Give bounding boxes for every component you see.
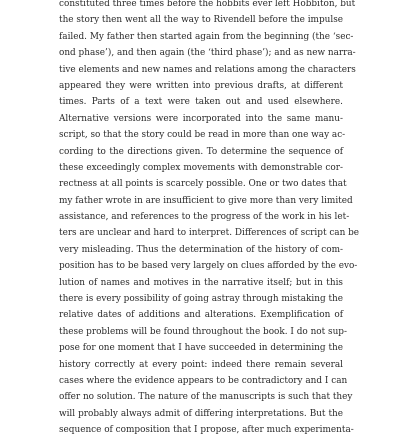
text-line: rectness at all points is scarcely possible. One or two dates that (59, 179, 347, 190)
text-line: ond phase’), and then again (the ‘third phase’); and as new narra- (59, 48, 356, 59)
text-line: assistance, and references to the progress of the work in his let- (59, 212, 350, 223)
text-line: relative dates of additions and alterations. Exemplification of (59, 310, 343, 321)
text-line: the story then went all the way to Rivendell before the impulse (59, 15, 343, 26)
text-line: script, so that the story could be read in more than one way ac- (59, 130, 346, 141)
text-line: will probably always admit of differing interpretations. But the (59, 408, 343, 419)
text-line: position has to be based very largely on clues afforded by the evo- (59, 261, 358, 272)
text-line: sequence of composition that I propose, after much experimenta- (59, 425, 354, 436)
text-line: failed. My father then started again from the beginning (the ‘sec- (59, 31, 354, 42)
text-line: my father wrote in are insufficient to give more than very limited (59, 195, 353, 206)
text-line: pose for one moment that I have succeeded in determining the (59, 343, 343, 354)
text-line: there is every possibility of going astray through mistaking the (59, 294, 343, 305)
text-line: offer no solution. The nature of the manuscripts is such that they (59, 392, 353, 403)
text-line: Alternative versions were incorporated into the same manu- (59, 113, 343, 124)
text-line: cases where the evidence appears to be contradictory and I can (59, 375, 348, 386)
text-line: history correctly at every point: indeed there remain several (59, 359, 343, 370)
text-line: cording to the directions given. To determine the sequence of (59, 146, 343, 157)
text-line: tive elements and new names and relations among the characters (59, 64, 356, 75)
text-line: appeared they were written into previous drafts, at different (59, 80, 343, 91)
text-line: these problems will be found throughout the book. I do not sup- (59, 326, 347, 337)
body-text (59, 0, 360, 439)
text-line: very misleading. Thus the determination of the history of com- (59, 244, 343, 255)
text-line: constituted three times before the hobbits ever left Hobbiton, but (59, 0, 356, 9)
text-line: lution of names and motives in the narrative itself; but in this (59, 277, 343, 288)
text-line: times. Parts of a text were taken out and used elsewhere. (59, 97, 343, 108)
text-line: these exceedingly complex movements with demonstrable cor- (59, 162, 343, 173)
text-line: ters are unclear and hard to interpret. Differences of script can be (59, 228, 360, 239)
